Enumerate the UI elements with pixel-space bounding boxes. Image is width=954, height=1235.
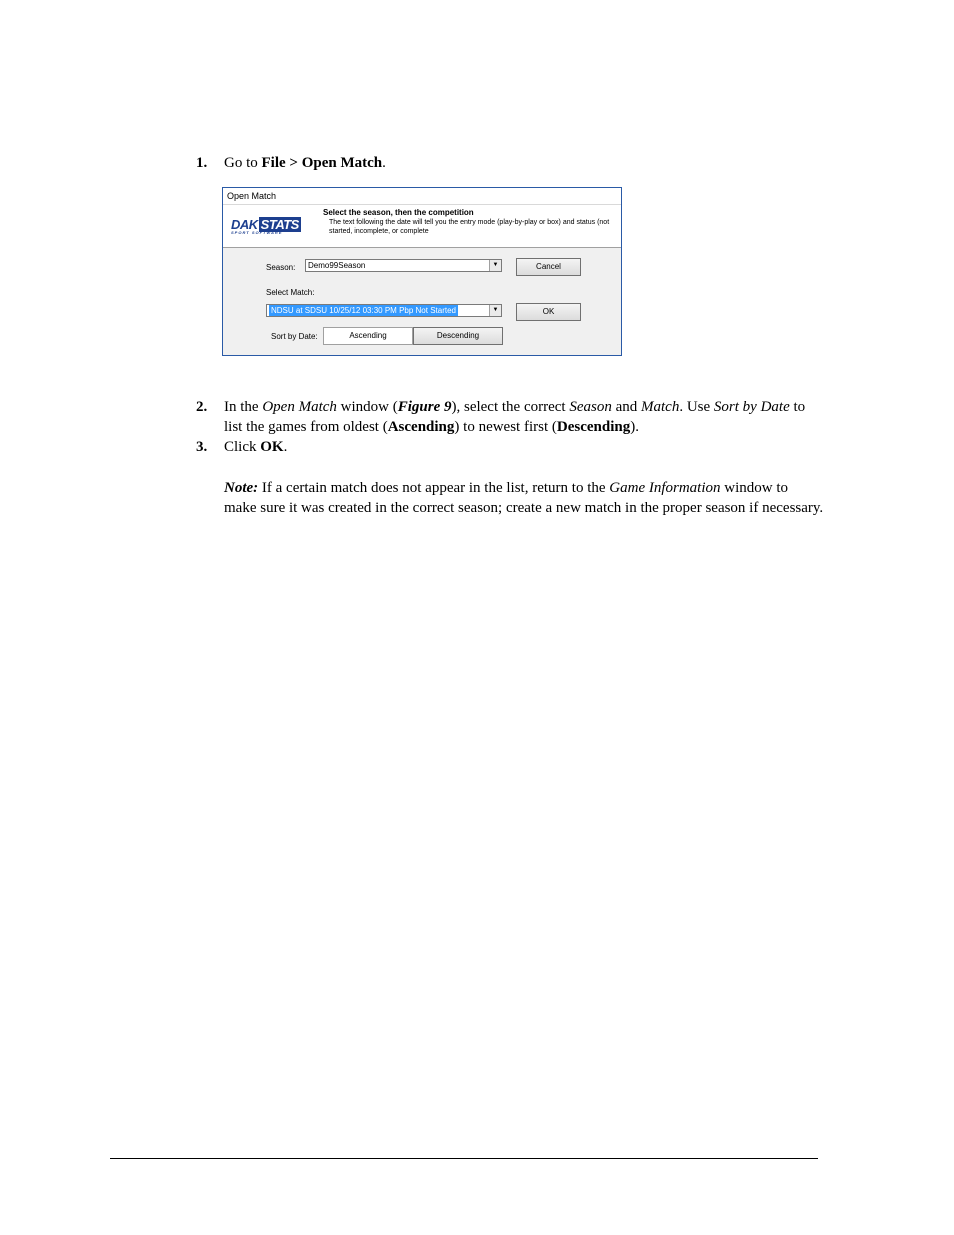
chevron-down-icon[interactable]: ▼ [489,260,501,271]
select-match-label: Select Match: [266,288,315,297]
dialog-title: Open Match [223,188,621,205]
season-label: Season: [266,263,296,272]
ascending-button[interactable]: Ascending [323,327,413,345]
step-number: 3. [196,439,208,455]
match-select[interactable]: NDSU at SDSU 10/25/12 03:30 PM Pbp Not Started ▼ [266,304,502,317]
step-text: Click OK. [224,439,288,455]
footer-rule [110,1158,818,1159]
open-match-dialog-figure [222,187,622,356]
dakstats-logo: DAK STATS SPORT SOFTWARE [231,217,299,235]
sort-by-date-label: Sort by Date: [271,332,318,341]
season-select[interactable]: Demo99Season ▼ [305,259,502,272]
ok-button[interactable]: OK [516,303,581,321]
step-text: Go to File > Open Match. [224,155,386,171]
chevron-down-icon[interactable]: ▼ [489,305,501,316]
descending-button[interactable]: Descending [413,327,503,345]
cancel-button[interactable]: Cancel [516,258,581,276]
header-title: Select the season, then the competition [323,208,474,217]
header-description: The text following the date will tell you the entry mode (play-by-play or box) and status (not started, incomplete, or complete [329,219,610,235]
note-text: Note: If a certain match does not appear in the list, return to the Game Information window to make sure it was created in the correct season; create a new match in the proper season if necessary. [224,480,824,516]
dialog-header [223,205,621,248]
step-text: In the Open Match window (Figure 9), select the correct Season and Match. Use Sort by Date to list the games from oldest (Ascending) to newest first (Descending). [224,399,806,435]
step-number: 2. [196,399,208,415]
step-number: 1. [196,155,208,171]
